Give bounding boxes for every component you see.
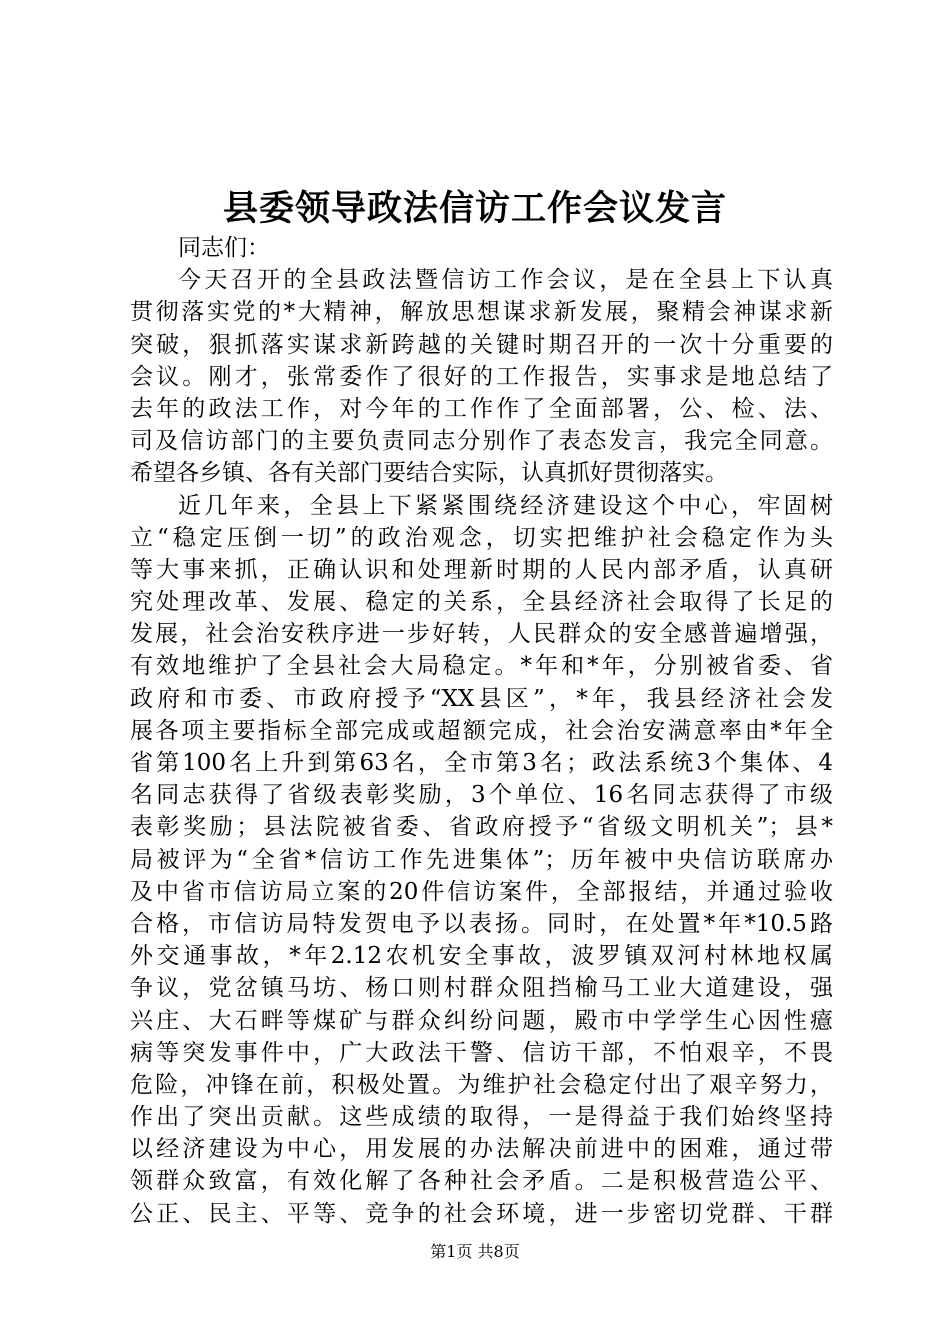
- text-line: 以经济建设为中心，用发展的办法解决前进中的困难，通过带: [130, 1136, 833, 1163]
- text-line: 省第100名上升到第63名，全市第3名；政法系统3个集体、4: [130, 750, 833, 776]
- text-line: 政府和市委、市政府授予“XX县区”，*年，我县经济社会发: [130, 685, 833, 712]
- text-line: 作出了突出贡献。这些成绩的取得，一是得益于我们始终坚持: [130, 1104, 833, 1131]
- text-line: 突破，狠抓落实谋求新跨越的关键时期召开的一次十分重要的: [130, 331, 833, 358]
- page-footer: 第1页 共8页: [430, 1242, 520, 1261]
- text-line: 希望各乡镇、各有关部门要结合实际，认真抓好贯彻落实。: [130, 460, 728, 487]
- text-line: 争议，党岔镇马坊、杨口则村群众阻挡榆马工业大道建设，强: [130, 975, 833, 1002]
- document-title: 县委领导政法信访工作会议发言: [222, 188, 727, 229]
- text-line: 近几年来，全县上下紧紧围绕经济建设这个中心，牢固树: [178, 492, 833, 519]
- text-line: 贯彻落实党的*大精神，解放思想谋求新发展，聚精会神谋求新: [130, 299, 833, 326]
- text-line: 去年的政法工作，对今年的工作作了全面部署，公、检、法、: [130, 395, 833, 422]
- text-line: 今天召开的全县政法暨信访工作会议，是在全县上下认真: [178, 267, 833, 294]
- text-line: 兴庄、大石畔等煤矿与群众纠纷问题，殿市中学学生心因性癔: [130, 1007, 833, 1034]
- text-line: 合格，市信访局特发贺电予以表扬。同时，在处置*年*10.5路: [130, 910, 833, 937]
- text-line: 发展，社会治安秩序进一步好转，人民群众的安全感普遍增强，: [130, 621, 833, 648]
- text-line: 领群众致富，有效化解了各种社会矛盾。二是积极营造公平、: [130, 1168, 833, 1195]
- text-line: 会议。刚才，张常委作了很好的工作报告，实事求是地总结了: [130, 363, 833, 390]
- text-line: 等大事来抓，正确认识和处理新时期的人民内部矛盾，认真研: [130, 556, 833, 583]
- text-line: 表彰奖励；县法院被省委、省政府授予“省级文明机关”；县*: [130, 814, 833, 841]
- text-line: 危险，冲锋在前，积极处置。为维护社会稳定付出了艰辛努力，: [130, 1071, 833, 1098]
- text-line: 司及信访部门的主要负责同志分别作了表态发言，我完全同意。: [130, 428, 833, 455]
- text-line: 公正、民主、平等、竞争的社会环境，进一步密切党群、干群: [130, 1200, 833, 1227]
- text-line: 名同志获得了省级表彰奖励，3个单位、16名同志获得了市级: [130, 782, 833, 809]
- text-line: 展各项主要指标全部完成或超额完成，社会治安满意率由*年全: [130, 717, 833, 744]
- text-line: 局被评为“全省*信访工作先进集体”；历年被中央信访联席办: [130, 846, 833, 873]
- text-line: 外交通事故，*年2.12农机安全事故，波罗镇双河村林地权属: [130, 943, 833, 970]
- text-line: 及中省市信访局立案的20件信访案件，全部报结，并通过验收: [130, 878, 833, 905]
- text-line: 病等突发事件中，广大政法干警、信访干部，不怕艰辛，不畏: [130, 1039, 833, 1066]
- document-body: [130, 232, 833, 1230]
- text-line: 立“稳定压倒一切”的政治观念，切实把维护社会稳定作为头: [130, 524, 833, 551]
- text-line: 究处理改革、发展、稳定的关系，全县经济社会取得了长足的: [130, 589, 833, 616]
- text-line: 有效地维护了全县社会大局稳定。*年和*年，分别被省委、省: [130, 653, 833, 680]
- salutation-line: 同志们：: [178, 235, 270, 261]
